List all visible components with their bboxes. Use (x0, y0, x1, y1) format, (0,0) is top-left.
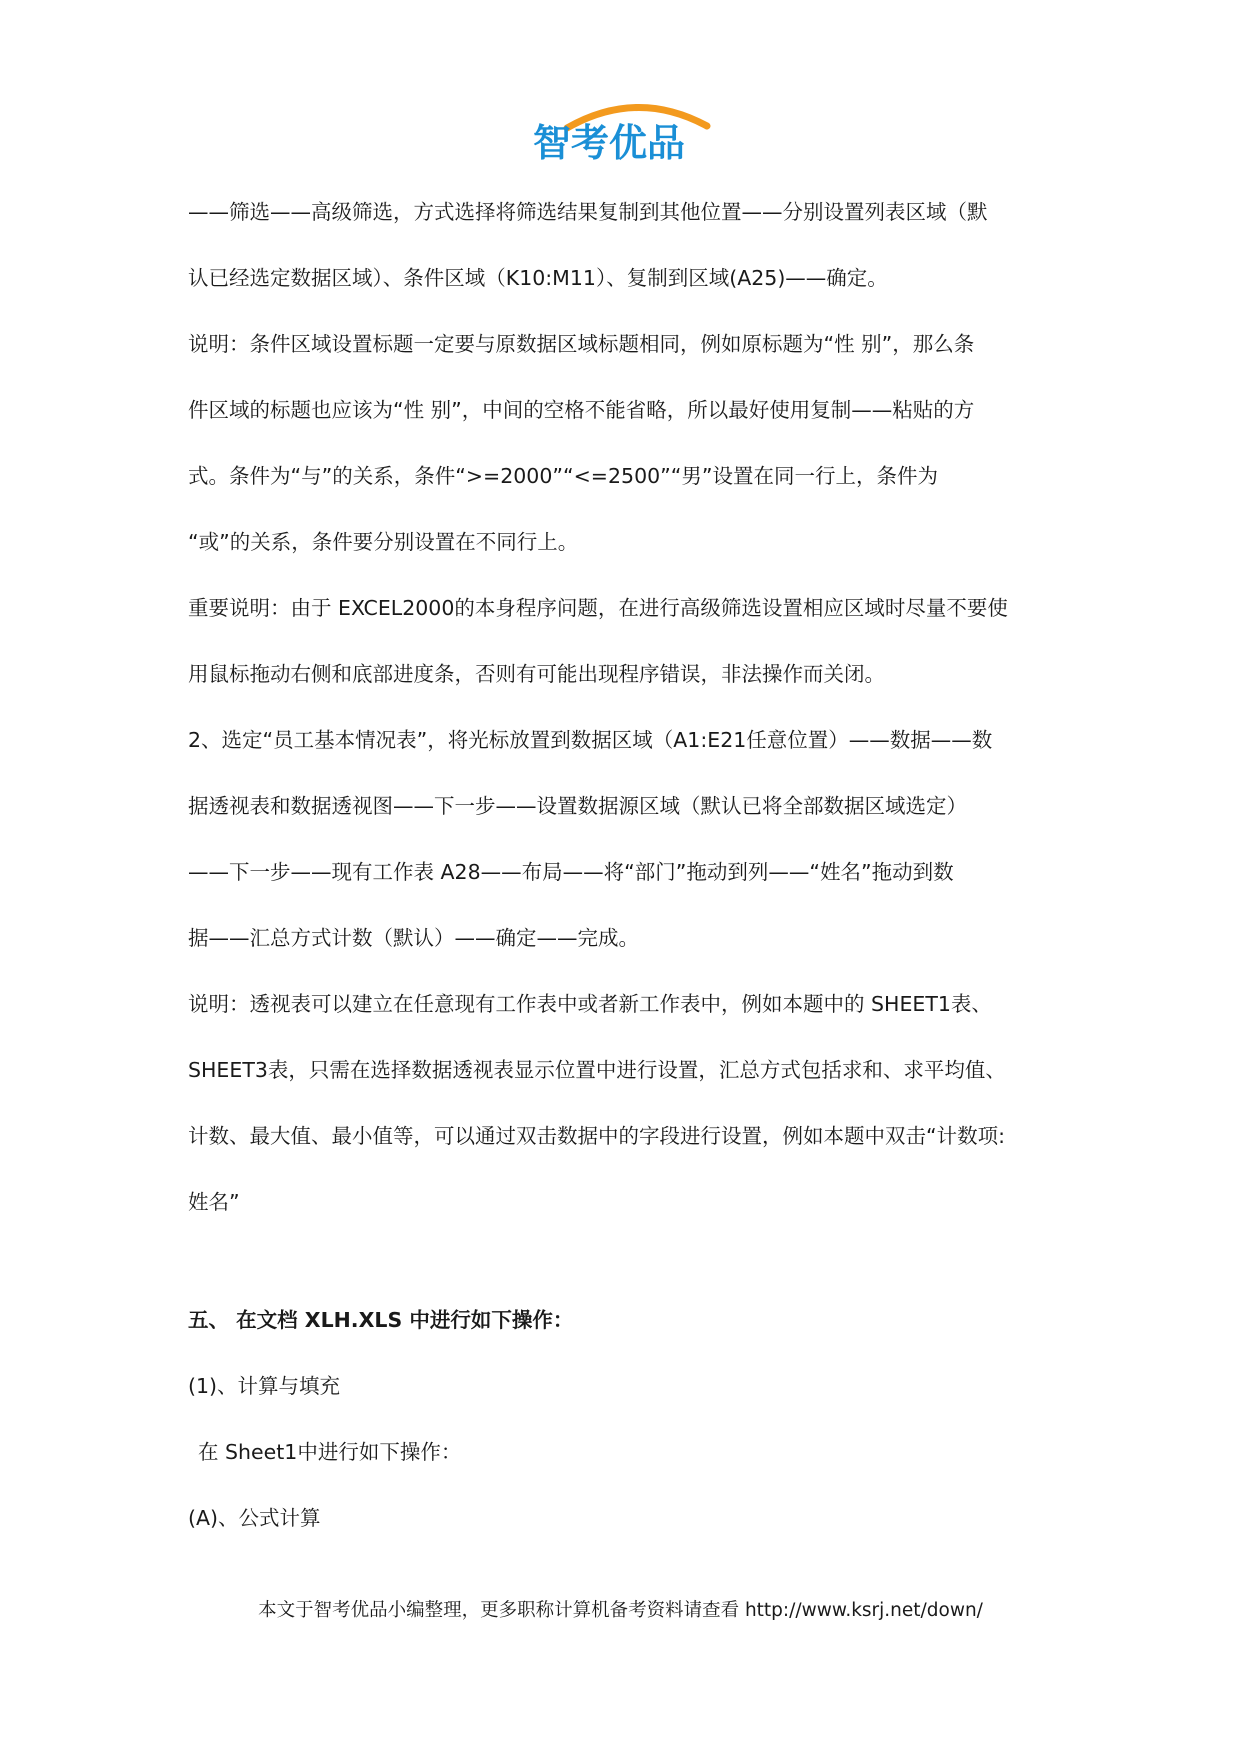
spacer (188, 1244, 1060, 1296)
paragraph-line: 认已经选定数据区域）、条件区域（K10:M11）、复制到区域(A25)——确定。 (188, 266, 888, 290)
paragraph-line: 姓名” (188, 1190, 240, 1214)
paragraph-line: 据——汇总方式计数（默认）——确定——完成。 (188, 926, 639, 950)
paragraph-line: 据透视表和数据透视图——下一步——设置数据源区域（默认已将全部数据区域选定） (188, 794, 967, 818)
paragraph-line: ——筛选——高级筛选，方式选择将筛选结果复制到其他位置——分别设置列表区域（默 (188, 200, 988, 224)
logo (527, 98, 719, 170)
paragraph-line: 2、选定“员工基本情况表”，将光标放置到数据区域（A1:E21任意位置）——数据——数 (188, 728, 993, 752)
section-heading: 五、 在文档 XLH.XLS 中进行如下操作： (188, 1308, 574, 1332)
paragraph-line: 说明：透视表可以建立在任意现有工作表中或者新工作表中，例如本题中的 SHEET1表、 (188, 992, 992, 1016)
page-footer: 本文于智考优品小编整理，更多职称计算机备考资料请查看 http://www.ksrj.net/down/ (258, 1600, 983, 1621)
paragraph-line: 重要说明：由于 EXCEL2000的本身程序问题，在进行高级筛选设置相应区域时尽量不要使 (188, 596, 1008, 620)
paragraph-line: 式。条件为“与”的关系，条件“>=2000”“<=2500”“男”设置在同一行上，条件为 (188, 464, 939, 488)
paragraph-line: 说明：条件区域设置标题一定要与原数据区域标题相同，例如原标题为“性 别”，那么条 (188, 332, 975, 356)
paragraph-line: 计数、最大值、最小值等，可以通过双击数据中的字段进行设置，例如本题中双击“计数项: (188, 1124, 1006, 1148)
paragraph-line: 用鼠标拖动右侧和底部进度条，否则有可能出现程序错误，非法操作而关闭。 (188, 662, 885, 686)
document-body (188, 188, 1060, 1560)
section-item: (A)、公式计算 (188, 1506, 321, 1530)
logo-text: 智考优品 (533, 121, 686, 165)
section-item: 在 Sheet1中进行如下操作： (198, 1440, 462, 1464)
paragraph-line: “或”的关系，条件要分别设置在不同行上。 (188, 530, 579, 554)
paragraph-line: SHEET3表，只需在选择数据透视表显示位置中进行设置，汇总方式包括求和、求平均值、 (188, 1058, 1006, 1082)
paragraph-line: 件区域的标题也应该为“性 别”，中间的空格不能省略，所以最好使用复制——粘贴的方 (188, 398, 975, 422)
paragraph-line: ——下一步——现有工作表 A28——布局——将“部门”拖动到列——“姓名”拖动到数 (188, 860, 954, 884)
section-item: (1)、计算与填充 (188, 1374, 341, 1398)
